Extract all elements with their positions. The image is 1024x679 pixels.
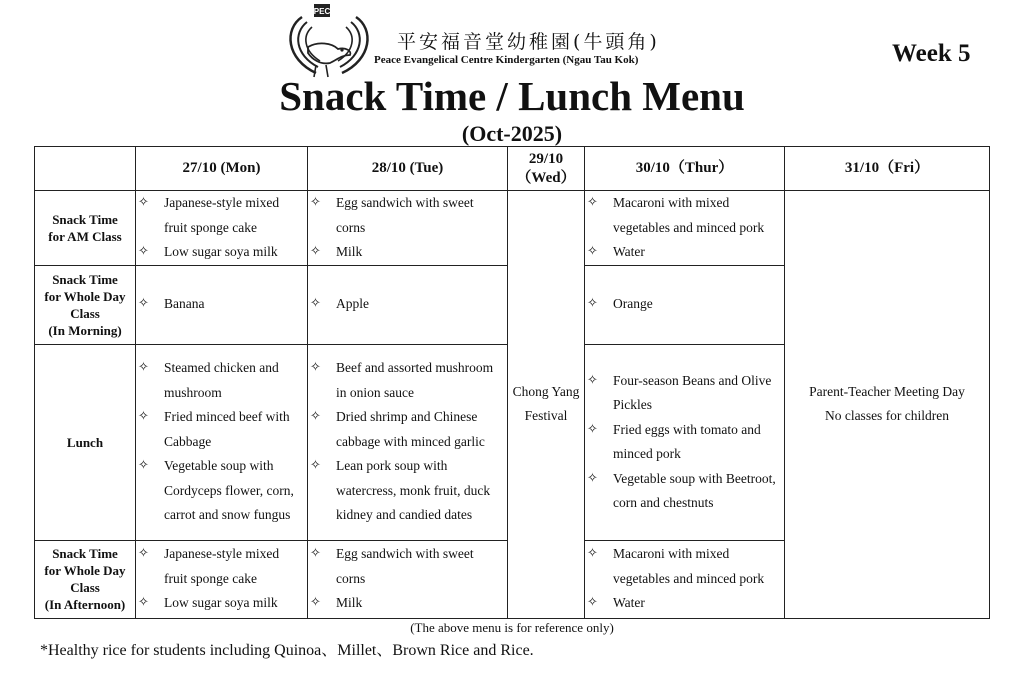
menu-item <box>587 292 780 317</box>
menu-item <box>138 591 303 616</box>
sparkle-bullet-icon: ✧ <box>587 421 598 437</box>
merged-cell-line: Chong Yang <box>512 384 580 400</box>
row-label <box>35 265 136 344</box>
menu-item-text: Fried minced beef with Cabbage <box>164 409 290 449</box>
menu-item-text: Milk <box>336 244 363 259</box>
menu-item-list <box>308 191 507 265</box>
menu-item-text: Egg sandwich with sweet corns <box>336 195 474 235</box>
menu-item-text: Lean pork soup with watercress, monk fruit, duck kidney and candied dates <box>336 458 491 523</box>
sparkle-bullet-icon: ✧ <box>587 296 598 312</box>
day-header <box>136 147 308 191</box>
day-header-text: （Wed） <box>516 169 576 186</box>
menu-item-list <box>136 542 307 616</box>
row-label-line: Lunch <box>66 434 104 450</box>
menu-item-list <box>308 292 507 317</box>
sparkle-bullet-icon: ✧ <box>310 546 321 562</box>
menu-item-text: Steamed chicken and mushroom <box>164 360 279 400</box>
menu-item <box>138 542 303 591</box>
row-label-line: for Whole Day <box>44 563 126 578</box>
healthy-rice-footnote: *Healthy rice for students including Quinoa、Millet、Brown Rice and Rice. <box>40 642 534 659</box>
menu-item-text: Beef and assorted mushroom in onion sauce <box>336 360 494 400</box>
menu-item-list <box>308 356 507 528</box>
menu-item-text: Vegetable soup with Beetroot, corn and chestnuts <box>613 470 776 510</box>
sparkle-bullet-icon: ✧ <box>587 244 598 259</box>
row-label-line: Class <box>70 305 100 321</box>
menu-item <box>587 467 780 516</box>
school-name-english: Peace Evangelical Centre Kindergarten (Ngau Tau Kok) <box>374 54 639 66</box>
menu-item <box>587 240 780 265</box>
menu-item-text: Orange <box>613 296 653 312</box>
header-row <box>35 147 990 191</box>
menu-item-text: Egg sandwich with sweet corns <box>336 546 474 586</box>
menu-cell-mon <box>136 540 308 618</box>
menu-cell-mon <box>136 265 308 344</box>
sparkle-bullet-icon: ✧ <box>138 458 149 474</box>
sparkle-bullet-icon: ✧ <box>138 595 149 611</box>
menu-item-text: Vegetable soup with Cordyceps flower, corn, carrot and snow fungus <box>164 458 294 523</box>
school-name-chinese: 平安福音堂幼稚園(牛頭角) <box>397 31 660 53</box>
menu-item-text: Low sugar soya milk <box>164 244 278 259</box>
menu-item <box>310 542 503 591</box>
sparkle-bullet-icon: ✧ <box>138 296 149 312</box>
sparkle-bullet-icon: ✧ <box>587 595 598 611</box>
menu-cell-mon <box>136 344 308 540</box>
sparkle-bullet-icon: ✧ <box>310 296 321 312</box>
row-label <box>35 191 136 266</box>
menu-item-list <box>585 542 784 616</box>
menu-item-text: Macaroni with mixed vegetables and minced pork <box>613 195 765 235</box>
row-label <box>35 540 136 618</box>
row-label-line: Snack Time <box>52 546 118 561</box>
sparkle-bullet-icon: ✧ <box>310 458 321 474</box>
menu-item-list <box>585 191 784 265</box>
menu-item-text: Japanese-style mixed fruit sponge cake <box>164 195 280 235</box>
menu-item-text: Banana <box>164 296 205 312</box>
row-label-line: Snack Time <box>52 211 118 227</box>
row-label-line: Class <box>70 580 100 595</box>
menu-item <box>138 191 303 240</box>
day-header <box>308 147 508 191</box>
menu-item-text: Apple <box>336 296 369 312</box>
menu-item-list <box>585 369 784 516</box>
menu-item-text: Fried eggs with tomato and minced pork <box>613 421 761 461</box>
menu-cell-thu <box>585 265 785 344</box>
menu-item <box>310 191 503 240</box>
row-label-line: Snack Time <box>52 271 118 287</box>
menu-cell-mon <box>136 191 308 266</box>
day-header-text: 31/10（Fri） <box>844 160 930 176</box>
corner-cell <box>35 147 136 191</box>
reference-note: (The above menu is for reference only) <box>410 620 614 635</box>
sparkle-bullet-icon: ✧ <box>587 470 598 486</box>
sparkle-bullet-icon: ✧ <box>310 195 321 210</box>
menu-title: Snack Time / Lunch Menu <box>279 73 745 119</box>
day-header-text: 28/10 (Tue) <box>371 160 444 176</box>
merged-cell-line: No classes for children <box>824 408 950 424</box>
sparkle-bullet-icon: ✧ <box>138 546 149 562</box>
menu-item-list <box>136 356 307 528</box>
menu-item <box>587 591 780 616</box>
menu-item <box>138 292 303 317</box>
sparkle-bullet-icon: ✧ <box>138 195 149 210</box>
menu-item-text: Dried shrimp and Chinese cabbage with minced garlic <box>336 409 485 449</box>
day-header-text: 27/10 (Mon) <box>182 160 261 176</box>
holiday-cell <box>508 191 585 619</box>
sparkle-bullet-icon: ✧ <box>310 244 321 259</box>
row-label-line: for AM Class <box>48 228 122 244</box>
menu-item-text: Water <box>613 595 645 611</box>
sparkle-bullet-icon: ✧ <box>587 546 598 562</box>
day-header-text: 30/10（Thur） <box>635 160 734 176</box>
week-label: Week 5 <box>892 40 971 67</box>
day-header-text: 29/10 <box>528 150 564 167</box>
menu-item-list <box>136 292 307 317</box>
sparkle-bullet-icon: ✧ <box>138 360 149 376</box>
menu-cell-tue <box>308 344 508 540</box>
menu-item <box>310 240 503 265</box>
row-label-line: (In Morning) <box>48 322 122 338</box>
row-label-line: for Whole Day <box>44 288 126 304</box>
menu-item-text: Japanese-style mixed fruit sponge cake <box>164 546 280 586</box>
day-header <box>585 147 785 191</box>
sparkle-bullet-icon: ✧ <box>138 409 149 425</box>
menu-item <box>310 591 503 616</box>
menu-item-text: Milk <box>336 595 363 611</box>
menu-item <box>310 405 503 454</box>
menu-item <box>587 418 780 467</box>
menu-item <box>138 240 303 265</box>
menu-item <box>138 454 303 528</box>
merged-cell-line: Festival <box>524 408 568 424</box>
sparkle-bullet-icon: ✧ <box>587 372 598 388</box>
logo-mark-text: PEC <box>313 7 331 16</box>
row-label-line: (In Afternoon) <box>44 597 126 612</box>
menu-item-list <box>136 191 307 265</box>
menu-item <box>587 191 780 240</box>
menu-cell-tue <box>308 191 508 266</box>
menu-item-list <box>585 292 784 317</box>
menu-item <box>138 405 303 454</box>
sparkle-bullet-icon: ✧ <box>310 360 321 376</box>
menu-cell-thu <box>585 344 785 540</box>
menu-cell-thu <box>585 191 785 266</box>
menu-cell-tue <box>308 540 508 618</box>
sparkle-bullet-icon: ✧ <box>138 244 149 259</box>
menu-item-text: Water <box>613 244 645 259</box>
menu-item-text: Macaroni with mixed vegetables and minced pork <box>613 546 765 586</box>
menu-item <box>310 454 503 528</box>
menu-item-text: Low sugar soya milk <box>164 595 278 611</box>
day-header <box>785 147 990 191</box>
menu-table <box>34 146 990 619</box>
merged-cell-line: Parent-Teacher Meeting Day <box>809 384 965 400</box>
sparkle-bullet-icon: ✧ <box>587 195 598 210</box>
menu-item-list <box>308 542 507 616</box>
menu-row <box>35 191 990 266</box>
menu-item <box>587 542 780 591</box>
menu-item <box>138 356 303 405</box>
no-class-cell <box>785 191 990 619</box>
menu-item <box>310 292 503 317</box>
menu-item <box>587 369 780 418</box>
menu-cell-tue <box>308 265 508 344</box>
menu-item <box>310 356 503 405</box>
sparkle-bullet-icon: ✧ <box>310 409 321 425</box>
menu-cell-thu <box>585 540 785 618</box>
menu-month: (Oct-2025) <box>461 121 563 146</box>
sparkle-bullet-icon: ✧ <box>310 595 321 611</box>
day-header <box>508 147 585 191</box>
row-label <box>35 344 136 540</box>
menu-item-text: Four-season Beans and Olive Pickles <box>613 372 772 412</box>
